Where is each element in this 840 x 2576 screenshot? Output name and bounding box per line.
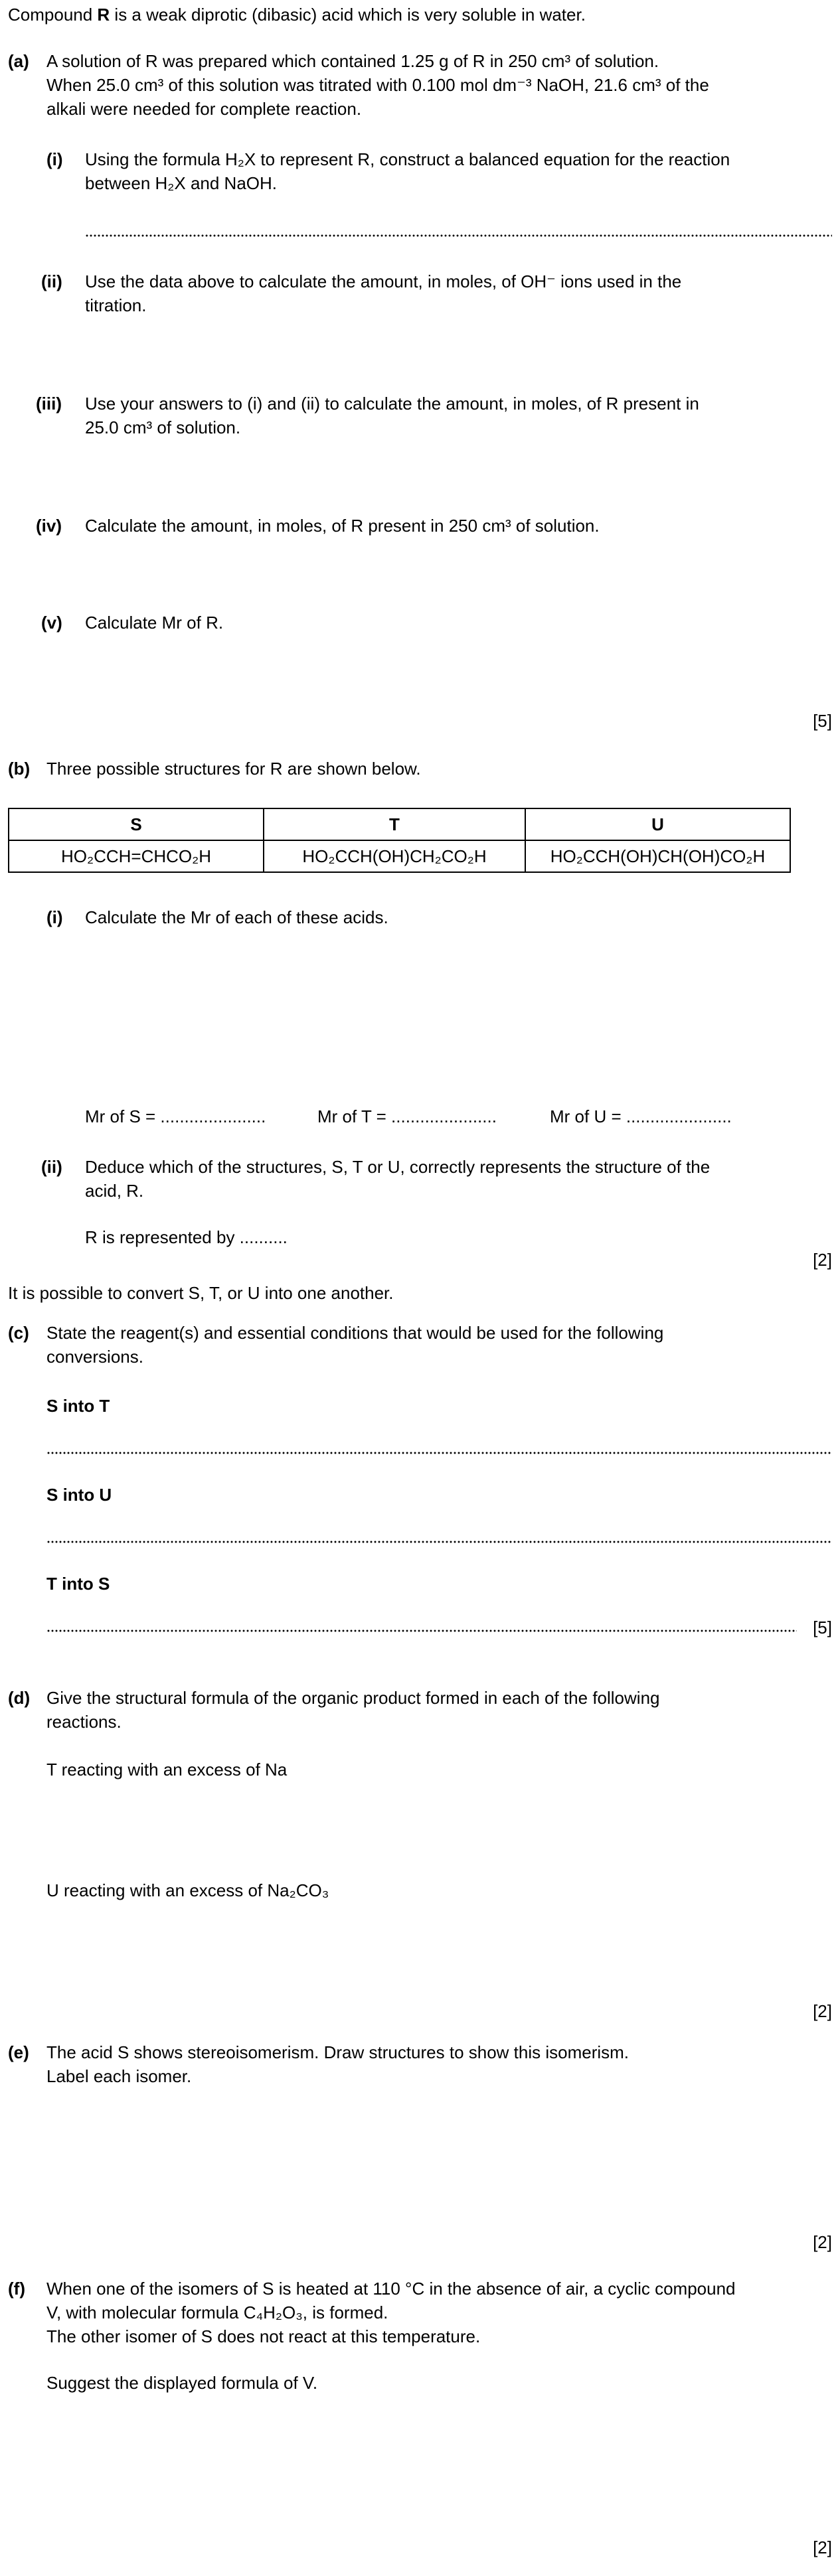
- t-reacting-na: T reacting with an excess of Na: [46, 1760, 288, 1780]
- part-a-ii-line1: Use the data above to calculate the amount, in moles, of OH⁻ ions used in the: [85, 271, 682, 291]
- part-a-ii-line2: titration.: [85, 295, 147, 315]
- part-a-i-line1: Using the formula H₂X to represent R, construct a balanced equation for the reaction: [85, 149, 730, 169]
- part-f-line3: The other isomer of S does not react at this temperature.: [46, 2326, 481, 2346]
- marks-a: [5]: [813, 711, 832, 731]
- answer-line-t-into-s[interactable]: [46, 1629, 797, 1633]
- convert-note: It is possible to convert S, T, or U into one another.: [8, 1283, 394, 1303]
- part-a-i-line2: between H₂X and NaOH.: [85, 173, 278, 193]
- part-d-line1: Give the structural formula of the organic product formed in each of the following: [46, 1688, 660, 1708]
- part-b-i-label: (i): [46, 907, 63, 927]
- part-b-ii-line2: acid, R.: [85, 1181, 144, 1201]
- part-d-label: (d): [8, 1688, 31, 1708]
- marks-c: [5]: [813, 1618, 832, 1637]
- table-header-t: T: [264, 808, 525, 840]
- part-c-label: (c): [8, 1323, 29, 1343]
- intro-text: Compound R is a weak diprotic (dibasic) acid which is very soluble in water.: [8, 5, 586, 25]
- part-a-iii-label: (iii): [36, 394, 62, 414]
- structures-table: [8, 808, 791, 873]
- answer-line-s-into-t[interactable]: [46, 1451, 832, 1455]
- marks-e: [2]: [813, 2232, 832, 2252]
- answer-line-a-i[interactable]: [85, 234, 832, 238]
- part-a-label: (a): [8, 51, 29, 71]
- marks-f: [2]: [813, 2538, 832, 2557]
- formula-t: HO₂CCH(OH)CH₂CO₂H: [264, 840, 525, 872]
- part-c-line1: State the reagent(s) and essential conditions that would be used for the following: [46, 1323, 664, 1343]
- u-reacting-na2co3: U reacting with an excess of Na₂CO₃: [46, 1880, 329, 1900]
- part-d-line2: reactions.: [46, 1712, 122, 1732]
- mr-u-answer[interactable]: Mr of U = ......................: [550, 1106, 732, 1126]
- s-into-u-label: S into U: [46, 1485, 112, 1505]
- r-represented-answer[interactable]: R is represented by ..........: [85, 1227, 288, 1247]
- marks-d: [2]: [813, 2001, 832, 2021]
- formula-u: HO₂CCH(OH)CH(OH)CO₂H: [525, 840, 790, 872]
- part-a-iii-line2: 25.0 cm³ of solution.: [85, 417, 241, 437]
- part-f-line1: When one of the isomers of S is heated at 110 °C in the absence of air, a cyclic compound: [46, 2279, 736, 2299]
- table-header-s: S: [9, 808, 264, 840]
- part-b-i-line1: Calculate the Mr of each of these acids.: [85, 907, 388, 927]
- table-header-u: U: [525, 808, 790, 840]
- part-a-iv-label: (iv): [36, 516, 62, 536]
- part-f-line4: Suggest the displayed formula of V.: [46, 2373, 318, 2393]
- part-a-line2: When 25.0 cm³ of this solution was titrated with 0.100 mol dm⁻³ NaOH, 21.6 cm³ of the: [46, 75, 709, 95]
- part-a-iii-line1: Use your answers to (i) and (ii) to calculate the amount, in moles, of R present in: [85, 394, 699, 414]
- part-f-label: (f): [8, 2279, 25, 2299]
- part-b-ii-label: (ii): [41, 1157, 62, 1177]
- part-a-line3: alkali were needed for complete reaction.: [46, 99, 362, 119]
- mr-s-answer[interactable]: Mr of S = ......................: [85, 1106, 266, 1126]
- marks-b: [2]: [813, 1250, 832, 1270]
- mr-t-answer[interactable]: Mr of T = ......................: [317, 1106, 497, 1126]
- part-a-line1: A solution of R was prepared which contained 1.25 g of R in 250 cm³ of solution.: [46, 51, 659, 71]
- part-b-ii-line1: Deduce which of the structures, S, T or U, correctly represents the structure of the: [85, 1157, 711, 1177]
- part-a-v-label: (v): [41, 613, 62, 633]
- answer-line-s-into-u[interactable]: [46, 1540, 832, 1544]
- part-a-iv-line1: Calculate the amount, in moles, of R present in 250 cm³ of solution.: [85, 516, 600, 536]
- s-into-t-label: S into T: [46, 1396, 110, 1416]
- part-f-line2: V, with molecular formula C₄H₂O₃, is formed.: [46, 2303, 388, 2322]
- part-a-ii-label: (ii): [41, 271, 62, 291]
- part-a-v-line1: Calculate Mr of R.: [85, 613, 224, 633]
- part-c-line2: conversions.: [46, 1347, 143, 1367]
- part-e-line1: The acid S shows stereoisomerism. Draw structures to show this isomerism.: [46, 2042, 630, 2062]
- formula-s: HO₂CCH=CHCO₂H: [9, 840, 264, 872]
- part-e-label: (e): [8, 2042, 29, 2062]
- t-into-s-label: T into S: [46, 1574, 110, 1594]
- part-b-line1: Three possible structures for R are shown below.: [46, 759, 421, 779]
- part-a-i-label: (i): [46, 149, 63, 169]
- part-b-label: (b): [8, 759, 31, 779]
- part-e-line2: Label each isomer.: [46, 2066, 192, 2086]
